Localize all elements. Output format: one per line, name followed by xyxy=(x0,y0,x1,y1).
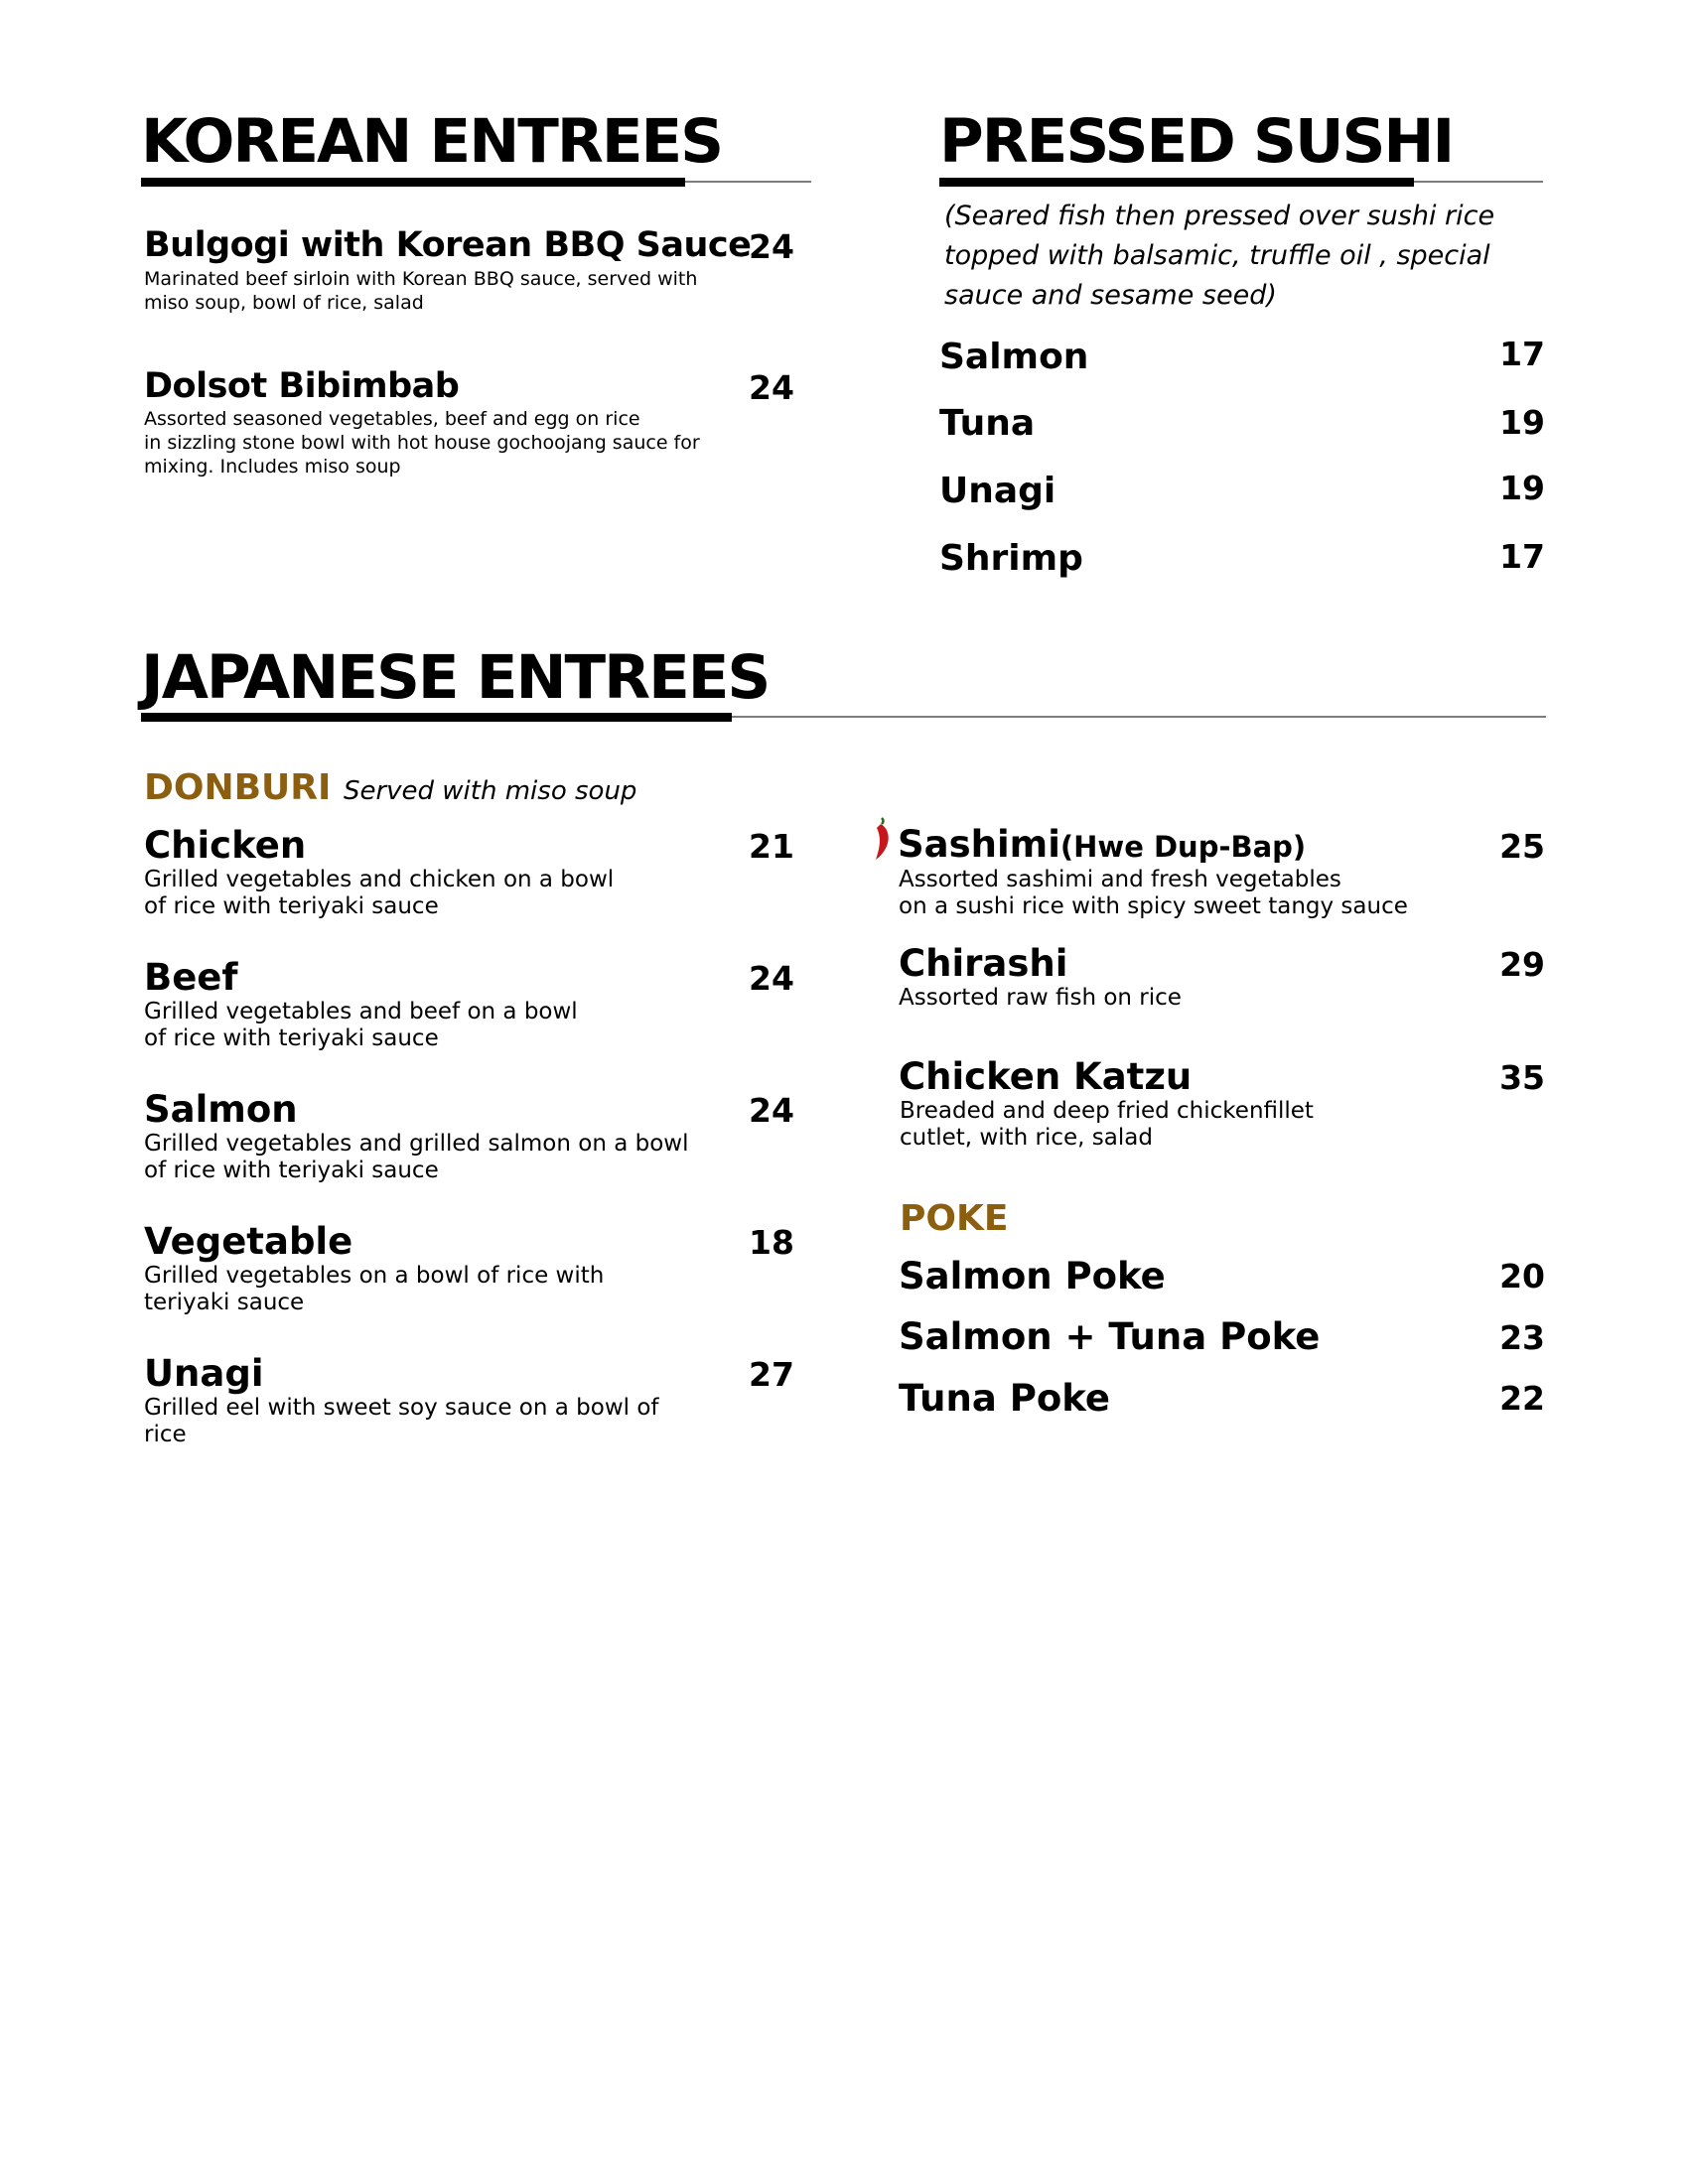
menu-item-name: Salmon xyxy=(939,337,1089,377)
section-title-pressed-sushi: PRESSED SUSHI xyxy=(939,106,1454,177)
divider-thick xyxy=(939,178,1414,187)
subsection-title-poke: POKE xyxy=(900,1198,1009,1239)
menu-item-name: Unagi xyxy=(144,1352,264,1395)
menu-item-description: Breaded and deep fried chickenfillet cutlet, with rice, salad xyxy=(900,1098,1314,1151)
menu-item-name: Chicken Katzu xyxy=(899,1055,1193,1098)
menu-item-price: 22 xyxy=(1499,1379,1545,1418)
menu-item-name: Beef xyxy=(144,956,238,999)
menu-item-price: 17 xyxy=(1499,537,1545,576)
sashimi-name-suffix: (Hwe Dup-Bap) xyxy=(1059,830,1307,864)
menu-item-price: 27 xyxy=(749,1355,794,1394)
menu-item-name: Bulgogi with Korean BBQ Sauce xyxy=(144,225,752,265)
menu-item-description: Grilled vegetables on a bowl of rice with teriyaki sauce xyxy=(144,1263,605,1315)
menu-item-name: Unagi xyxy=(939,471,1056,511)
menu-item-price: 21 xyxy=(749,827,794,866)
menu-item-name: Tuna Poke xyxy=(899,1377,1110,1420)
menu-item-price: 18 xyxy=(749,1223,794,1262)
menu-item-name: Vegetable xyxy=(144,1220,353,1263)
section-title-japanese: JAPANESE ENTREES xyxy=(141,642,770,713)
menu-item-name: Chicken xyxy=(144,824,307,867)
menu-item-name: Salmon Poke xyxy=(899,1255,1166,1297)
menu-item-name xyxy=(898,823,1307,866)
menu-item-name: Shrimp xyxy=(939,538,1083,579)
menu-item-description: Grilled eel with sweet soy sauce on a bowl of rice xyxy=(144,1395,659,1447)
menu-item-name: Salmon + Tuna Poke xyxy=(899,1315,1321,1358)
chili-pepper-icon xyxy=(870,816,896,862)
donburi-note: Served with miso soup xyxy=(343,776,637,806)
divider-thick xyxy=(141,713,732,722)
menu-item-price: 24 xyxy=(749,227,794,266)
menu-item-name: Dolsot Bibimbab xyxy=(144,366,460,406)
menu-item-description: Grilled vegetables and beef on a bowl of rice with teriyaki sauce xyxy=(144,999,578,1051)
menu-item-price: 29 xyxy=(1499,945,1545,984)
menu-item-description: Assorted sashimi and fresh vegetables on a sushi rice with spicy sweet tangy sauce xyxy=(899,867,1408,919)
menu-item-price: 24 xyxy=(749,1091,794,1130)
menu-item-price: 19 xyxy=(1499,403,1545,442)
menu-item-price: 35 xyxy=(1499,1058,1545,1097)
subsection-title-donburi xyxy=(144,767,637,808)
menu-item-name: Tuna xyxy=(939,403,1036,444)
sashimi-name: Sashimi xyxy=(898,823,1060,866)
menu-item-description: Marinated beef sirloin with Korean BBQ sauce, served with miso soup, bowl of rice, salad xyxy=(144,268,698,314)
menu-item-description: Assorted raw fish on rice xyxy=(899,985,1182,1011)
menu-item-name: Salmon xyxy=(144,1088,298,1131)
menu-item-price: 25 xyxy=(1499,827,1545,866)
section-title-korean: KOREAN ENTREES xyxy=(141,106,723,177)
menu-item-description: Grilled vegetables and chicken on a bowl of rice with teriyaki sauce xyxy=(144,867,615,919)
menu-item-description: Assorted seasoned vegetables, beef and egg on rice in sizzling stone bowl with hot house gochoojang sauce for mixing. Includes miso soup xyxy=(144,408,700,478)
donburi-title: DONBURI xyxy=(144,767,332,808)
menu-item-name: Chirashi xyxy=(899,942,1068,985)
menu-item-description: Grilled vegetables and grilled salmon on a bowl of rice with teriyaki sauce xyxy=(144,1131,689,1183)
menu-item-price: 19 xyxy=(1499,469,1545,507)
menu-item-price: 17 xyxy=(1499,335,1545,373)
menu-item-price: 24 xyxy=(749,368,794,407)
menu-item-price: 24 xyxy=(749,959,794,998)
menu-item-price: 20 xyxy=(1499,1257,1545,1296)
pressed-sushi-note: (Seared fish then pressed over sushi rice topped with balsamic, truffle oil , special sauce and sesame seed) xyxy=(944,201,1495,311)
divider-thick xyxy=(141,178,685,187)
menu-item-price: 23 xyxy=(1499,1318,1545,1357)
